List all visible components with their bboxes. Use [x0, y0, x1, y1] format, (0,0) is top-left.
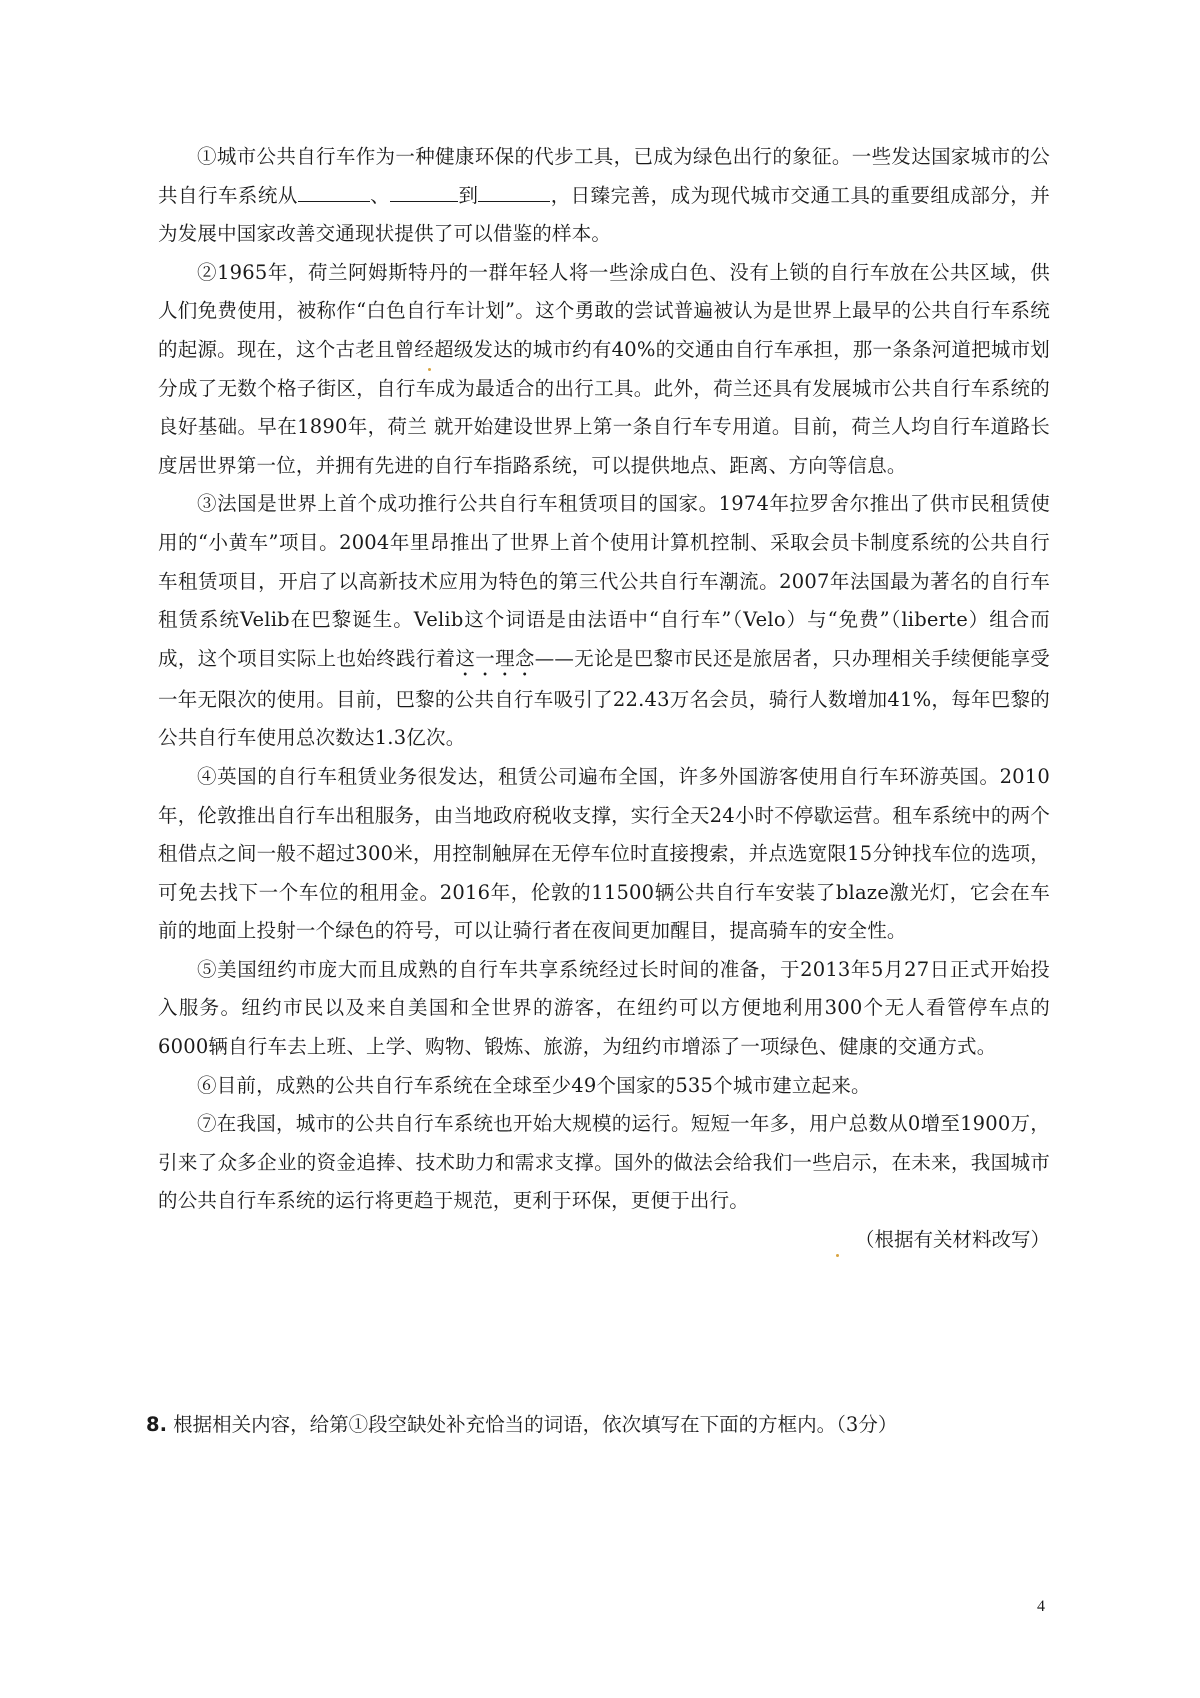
- paragraph-4: ④英国的自行车租赁业务很发达，租赁公司遍布全国，许多外国游客使用自行车环游英国。2010年，伦敦推出自行车出租服务，由当地政府税收支撑，实行全天24小时不停歇运营。租车系统中的两个租借点之间一般不超过300米，用控制触屏在无停车位时直接搜索，并点选宽限15分钟找车位的选项，可免去找下一个车位的租用金。2016年，伦敦的11500辆公共自行车安装了blaze激光灯，它会在车前的地面上投射一个绿色的符号，可以让骑行者在夜间更加醒目，提高骑车的安全性。: [158, 764, 1051, 943]
- article-body: [158, 138, 1050, 1260]
- fill-blank-3: [478, 179, 550, 202]
- paragraph-3-text-b: ——无论是巴黎市民还是旅居者，只办理相关手续便能享受一年无限次的使用。目前，巴黎的公共自行车吸引了22.43万名会员，骑行人数增加41%，每年巴黎的公共自行车使用总次数达1.3亿次。: [158, 646, 1050, 750]
- paragraph-2: ②1965年，荷兰阿姆斯特丹的一群年轻人将一些涂成白色、没有上锁的自行车放在公共区域，供人们免费使用，被称作“白色自行车计划”。这个勇敢的尝试普遍被认为是世界上最早的公共自行车系统的起源。现在，这个古老且曾经超级发达的城市约有40%的交通由自行车承担，那一条条河道把城市划分成了无数个格子街区，自行车成为最适合的出行工具。此外，荷兰还具有发展城市公共自行车系统的良好基础。早在1890年，荷兰 就开始建设世界上第一条自行车专用道。目前，荷兰人均自行车道路长度居世界第一位，并拥有先进的自行车指路系统，可以提供地点、距离、方向等信息。: [158, 260, 1050, 477]
- paragraph-7: ⑦在我国，城市的公共自行车系统也开始大规模的运行。短短一年多，用户总数从0增至1900万，引来了众多企业的资金追捧、技术助力和需求支撑。国外的做法会给我们一些启示，在未来，我国城市的公共自行车系统的运行将更趋于规范，更利于环保，更便于出行。: [158, 1112, 1050, 1213]
- question-8: [146, 1406, 1046, 1445]
- paragraph-3: [158, 485, 1050, 758]
- paragraph-1: [158, 138, 1050, 254]
- paragraph-1-text-a: ①城市公共自行车作为一种健康环保的代步工具，已成为绿色出行的象征。一些发达国家城市的公共自行车系统从: [158, 145, 1050, 207]
- fill-blank-1: [298, 179, 370, 202]
- question-text: 根据相关内容，给第①段空缺处补充恰当的词语，依次填写在下面的方框内。（3分）: [166, 1413, 898, 1436]
- fill-blank-2: [390, 179, 458, 202]
- paragraph-1-sep-2: 到: [458, 183, 479, 207]
- paragraph-3-text-a: ③法国是世界上首个成功推行公共自行车租赁项目的国家。1974年拉罗舍尔推出了供市民租赁使用的“小黄车”项目。2004年里昂推出了世界上首个使用计算机控制、采取会员卡制度系统的公共自行车租赁项目，开启了以高新技术应用为特色的第三代公共自行车潮流。2007年法国最为著名的自行车租赁系统Velib在巴黎诞生。Velib这个词语是由法语中“自行车”（Velo）与“免费”（liberte）组合而成，这个项目实际上也始终践行着: [158, 492, 1050, 670]
- emphasized-phrase: 这一理念: [455, 646, 535, 670]
- paragraph-1-sep-1: 、: [369, 183, 391, 207]
- page-number: 4: [1037, 1598, 1045, 1615]
- question-number: 8.: [146, 1413, 167, 1436]
- paragraph-5: ⑤美国纽约市庞大而且成熟的自行车共享系统经过长时间的准备，于2013年5月27日正式开始投入服务。纽约市民以及来自美国和全世界的游客，在纽约可以方便地利用300个无人看管停车点的6000辆自行车去上班、上学、购物、锻炼、旅游，为纽约市增添了一项绿色、健康的交通方式。: [158, 957, 1050, 1059]
- paragraph-6: ⑥目前，成熟的公共自行车系统在全球至少49个国家的535个城市建立起来。: [197, 1073, 871, 1097]
- source-note: （根据有关材料改写）: [854, 1228, 1050, 1252]
- scan-speck: [428, 368, 431, 371]
- paragraph-1-text-b: ，日臻完善，成为现代城市交通工具的重要组成部分，并为发展中国家改善交通现状提供了可以借鉴的样本。: [158, 183, 1050, 246]
- scan-speck: [836, 1254, 839, 1257]
